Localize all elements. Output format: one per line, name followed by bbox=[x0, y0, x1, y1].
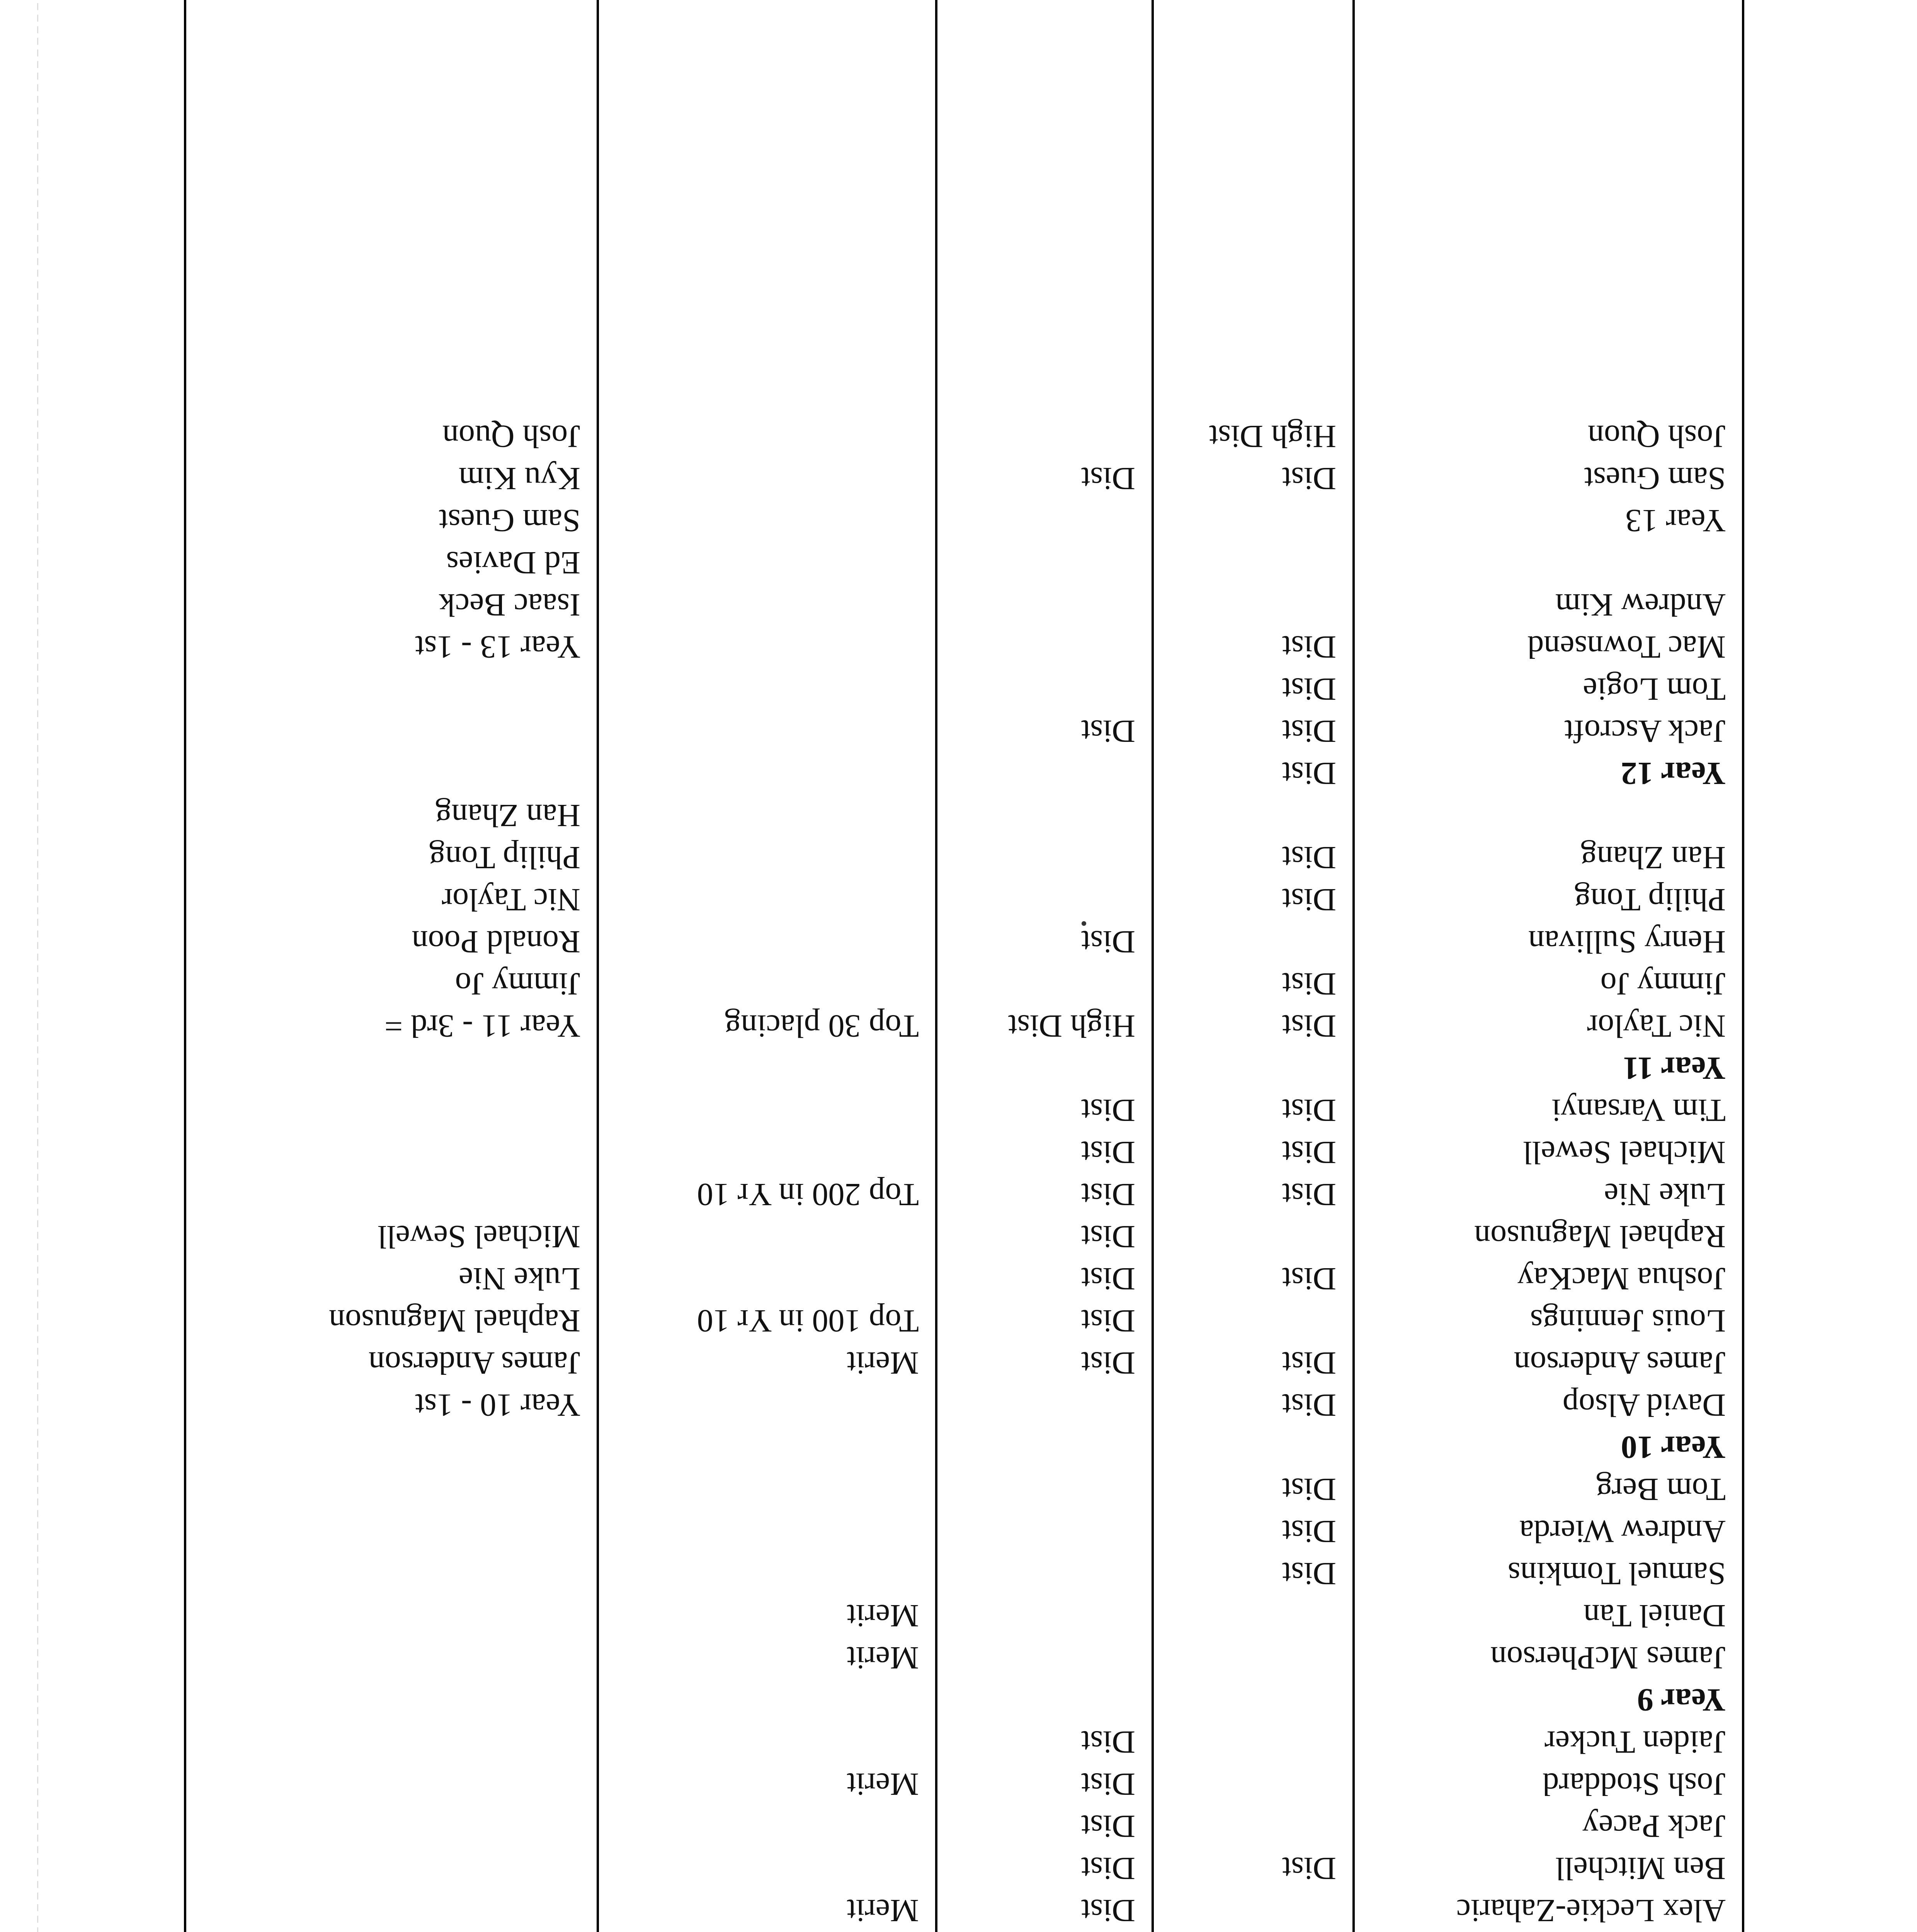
table-row bbox=[185, 1721, 1743, 1763]
o-mathalon-cell bbox=[185, 1721, 598, 1763]
australian-maths-cell: Dist bbox=[1153, 1847, 1354, 1889]
o-mathalon-cell: Year 11 - 3rd = bbox=[185, 1005, 598, 1047]
australian-maths-cell: Dist bbox=[1153, 1089, 1354, 1131]
icas-cell bbox=[936, 879, 1153, 921]
australian-maths-cell bbox=[1153, 542, 1354, 584]
table-row bbox=[185, 1384, 1743, 1426]
o-mathalon-cell bbox=[185, 1131, 598, 1173]
o-mathalon-cell bbox=[185, 1595, 598, 1637]
junior-maths-cell bbox=[598, 1131, 936, 1173]
icas-cell bbox=[936, 584, 1153, 626]
student-name-cell: Andrew Wierda bbox=[1354, 1510, 1743, 1553]
student-name-cell: Mac Townsend bbox=[1354, 626, 1743, 668]
student-name-cell: Andrew Kim bbox=[1354, 584, 1743, 626]
icas-cell bbox=[936, 668, 1153, 710]
table-row bbox=[185, 1089, 1743, 1131]
australian-maths-cell bbox=[1153, 794, 1354, 837]
australian-maths-cell: Dist bbox=[1153, 752, 1354, 794]
australian-maths-cell bbox=[1153, 1300, 1354, 1342]
table-row bbox=[185, 0, 1743, 415]
junior-maths-cell bbox=[598, 0, 936, 415]
junior-maths-cell bbox=[598, 921, 936, 963]
student-name-cell: Tom Logie bbox=[1354, 668, 1743, 710]
icas-cell bbox=[936, 1384, 1153, 1426]
australian-maths-cell bbox=[1153, 1763, 1354, 1805]
australian-maths-cell: Dist bbox=[1153, 1005, 1354, 1047]
o-mathalon-cell bbox=[185, 710, 598, 752]
student-name-cell: Raphael Magnuson bbox=[1354, 1216, 1743, 1258]
o-mathalon-cell: Ronald Poon bbox=[185, 921, 598, 963]
o-mathalon-cell bbox=[185, 1763, 598, 1805]
student-name-cell: Louis Jennings bbox=[1354, 1300, 1743, 1342]
student-name-cell: Year 11 bbox=[1354, 1047, 1743, 1089]
icas-cell bbox=[936, 1595, 1153, 1637]
icas-cell: Dist bbox=[936, 1847, 1153, 1889]
table-row bbox=[185, 921, 1743, 963]
o-mathalon-cell: Philip Tong bbox=[185, 837, 598, 879]
icas-cell: Dist bbox=[936, 1216, 1153, 1258]
o-mathalon-cell bbox=[185, 1089, 598, 1131]
junior-maths-cell bbox=[598, 1721, 936, 1763]
icas-cell: Dist bbox=[936, 457, 1153, 500]
student-name-cell: Han Zhang bbox=[1354, 837, 1743, 879]
junior-maths-cell bbox=[598, 710, 936, 752]
student-name-cell: Jaiden Tucker bbox=[1354, 1721, 1743, 1763]
o-mathalon-cell: Raphael Magnuson bbox=[185, 1300, 598, 1342]
junior-maths-cell bbox=[598, 668, 936, 710]
junior-maths-cell: Merit bbox=[598, 1342, 936, 1384]
o-mathalon-cell: Han Zhang bbox=[185, 794, 598, 837]
table-row bbox=[185, 837, 1743, 879]
australian-maths-cell bbox=[1153, 1216, 1354, 1258]
junior-maths-cell bbox=[598, 542, 936, 584]
junior-maths-cell bbox=[598, 837, 936, 879]
australian-maths-cell: Dist bbox=[1153, 1258, 1354, 1300]
student-name-cell: Michael Sewell bbox=[1354, 1131, 1743, 1173]
junior-maths-cell bbox=[598, 752, 936, 794]
australian-maths-cell bbox=[1153, 1595, 1354, 1637]
junior-maths-cell bbox=[598, 794, 936, 837]
icas-cell: Dist bbox=[936, 1131, 1153, 1173]
table-row bbox=[185, 963, 1743, 1005]
junior-maths-cell bbox=[598, 1258, 936, 1300]
o-mathalon-cell bbox=[185, 1847, 598, 1889]
junior-maths-cell bbox=[598, 1805, 936, 1847]
junior-maths-cell bbox=[598, 963, 936, 1005]
junior-maths-cell bbox=[598, 626, 936, 668]
student-name-cell: Philip Tong bbox=[1354, 879, 1743, 921]
australian-maths-cell: Dist bbox=[1153, 1553, 1354, 1595]
table-row bbox=[185, 710, 1743, 752]
table-row bbox=[185, 1553, 1743, 1595]
student-name-cell: Joshua MacKay bbox=[1354, 1258, 1743, 1300]
australian-maths-cell: Dist bbox=[1153, 1342, 1354, 1384]
student-name-cell: Tim Varsanyi bbox=[1354, 1089, 1743, 1131]
junior-maths-cell bbox=[598, 1384, 936, 1426]
icas-cell bbox=[936, 963, 1153, 1005]
table-row bbox=[185, 1005, 1743, 1047]
student-name-cell: Samuel Tomkins bbox=[1354, 1553, 1743, 1595]
australian-maths-cell: Dist bbox=[1153, 879, 1354, 921]
junior-maths-cell: Merit bbox=[598, 1763, 936, 1805]
icas-cell bbox=[936, 1553, 1153, 1595]
table-row bbox=[185, 1173, 1743, 1216]
o-mathalon-cell bbox=[185, 752, 598, 794]
student-name-cell: Henry Sullivan bbox=[1354, 921, 1743, 963]
australian-maths-cell: Dist bbox=[1153, 837, 1354, 879]
o-mathalon-cell bbox=[185, 668, 598, 710]
junior-maths-cell bbox=[598, 1679, 936, 1721]
junior-maths-cell bbox=[598, 1510, 936, 1553]
icas-cell bbox=[936, 794, 1153, 837]
icas-cell: Dist bbox=[936, 1300, 1153, 1342]
junior-maths-cell: Merit bbox=[598, 1637, 936, 1679]
australian-maths-cell: Dist bbox=[1153, 710, 1354, 752]
table-row bbox=[185, 1342, 1743, 1384]
junior-maths-cell bbox=[598, 1468, 936, 1510]
junior-maths-cell bbox=[598, 457, 936, 500]
o-mathalon-cell bbox=[185, 1805, 598, 1847]
icas-cell bbox=[936, 752, 1153, 794]
junior-maths-cell bbox=[598, 879, 936, 921]
student-name-cell bbox=[1354, 794, 1743, 837]
student-name-cell: Year 9 bbox=[1354, 1679, 1743, 1721]
icas-cell: Dist bbox=[936, 921, 1153, 963]
o-mathalon-cell: Ed Davies bbox=[185, 542, 598, 584]
table-row bbox=[185, 1131, 1743, 1173]
o-mathalon-cell: Year 10 - 1st bbox=[185, 1384, 598, 1426]
student-name-cell: Year 13 bbox=[1354, 500, 1743, 542]
table-row bbox=[185, 1468, 1743, 1510]
o-mathalon-cell: James Anderson bbox=[185, 1342, 598, 1384]
table-row bbox=[185, 879, 1743, 921]
o-mathalon-cell: Sam Guest bbox=[185, 500, 598, 542]
o-mathalon-cell: Kyu Kim bbox=[185, 457, 598, 500]
table-row bbox=[185, 626, 1743, 668]
table-row bbox=[185, 457, 1743, 500]
australian-maths-cell bbox=[1153, 1679, 1354, 1721]
australian-maths-cell bbox=[1153, 1805, 1354, 1847]
o-mathalon-cell: Year 13 - 1st bbox=[185, 626, 598, 668]
table-row bbox=[185, 415, 1743, 457]
student-name-cell: Luke Nie bbox=[1354, 1173, 1743, 1216]
junior-maths-cell: Top 200 in Yr 10 bbox=[598, 1173, 936, 1216]
student-name-cell bbox=[1354, 0, 1743, 415]
australian-maths-cell bbox=[1153, 1637, 1354, 1679]
o-mathalon-cell bbox=[185, 1173, 598, 1216]
table-row bbox=[185, 1426, 1743, 1468]
student-name-cell: Jack Ascroft bbox=[1354, 710, 1743, 752]
icas-cell: Dist bbox=[936, 1763, 1153, 1805]
icas-cell bbox=[936, 1426, 1153, 1468]
icas-cell bbox=[936, 1047, 1153, 1089]
junior-maths-cell bbox=[598, 1047, 936, 1089]
junior-maths-cell bbox=[598, 584, 936, 626]
australian-maths-cell bbox=[1153, 1426, 1354, 1468]
table-row bbox=[185, 794, 1743, 837]
icas-cell: Dist bbox=[936, 1089, 1153, 1131]
junior-maths-cell: Merit bbox=[598, 1595, 936, 1637]
icas-cell: Dist bbox=[936, 1173, 1153, 1216]
o-mathalon-cell bbox=[185, 1426, 598, 1468]
australian-maths-cell bbox=[1153, 1721, 1354, 1763]
student-name-cell: Daniel Tan bbox=[1354, 1595, 1743, 1637]
table-row bbox=[185, 752, 1743, 794]
junior-maths-cell bbox=[598, 415, 936, 457]
icas-cell bbox=[936, 500, 1153, 542]
australian-maths-cell: Dist bbox=[1153, 668, 1354, 710]
australian-maths-cell: Dist bbox=[1153, 1468, 1354, 1510]
icas-cell: Dist bbox=[936, 1721, 1153, 1763]
icas-cell: Dist bbox=[936, 1805, 1153, 1847]
o-mathalon-cell bbox=[185, 1553, 598, 1595]
table-row bbox=[185, 1258, 1743, 1300]
results-table bbox=[184, 0, 1744, 1932]
o-mathalon-cell: Isaac Beck bbox=[185, 584, 598, 626]
australian-maths-cell: Dist bbox=[1153, 1510, 1354, 1553]
icas-cell: High Dist bbox=[936, 1005, 1153, 1047]
table-row bbox=[185, 1300, 1743, 1342]
australian-maths-cell bbox=[1153, 1889, 1354, 1932]
table-row bbox=[185, 1510, 1743, 1553]
icas-cell bbox=[936, 626, 1153, 668]
o-mathalon-cell bbox=[185, 1889, 598, 1932]
icas-cell: Dist bbox=[936, 1258, 1153, 1300]
australian-maths-cell bbox=[1153, 921, 1354, 963]
table-row bbox=[185, 1595, 1743, 1637]
junior-maths-cell bbox=[598, 1847, 936, 1889]
o-mathalon-cell bbox=[185, 1679, 598, 1721]
scan-artifact-line bbox=[37, 0, 38, 1932]
junior-maths-cell: Merit bbox=[598, 1889, 936, 1932]
junior-maths-cell bbox=[598, 1553, 936, 1595]
icas-cell bbox=[936, 1679, 1153, 1721]
table-row bbox=[185, 668, 1743, 710]
table-row bbox=[185, 542, 1743, 584]
junior-maths-cell bbox=[598, 1216, 936, 1258]
australian-maths-cell: Dist bbox=[1153, 1131, 1354, 1173]
junior-maths-cell bbox=[598, 500, 936, 542]
table-row bbox=[185, 1847, 1743, 1889]
student-name-cell bbox=[1354, 542, 1743, 584]
junior-maths-cell: Top 30 placing bbox=[598, 1005, 936, 1047]
o-mathalon-cell bbox=[185, 1510, 598, 1553]
table-row bbox=[185, 1637, 1743, 1679]
o-mathalon-cell: Nic Taylor bbox=[185, 879, 598, 921]
table-row bbox=[185, 1763, 1743, 1805]
table-row bbox=[185, 500, 1743, 542]
o-mathalon-cell bbox=[185, 1468, 598, 1510]
student-name-cell: James Anderson bbox=[1354, 1342, 1743, 1384]
icas-cell: Dist bbox=[936, 710, 1153, 752]
icas-cell bbox=[936, 837, 1153, 879]
table-body bbox=[185, 0, 1743, 1932]
icas-cell bbox=[936, 542, 1153, 584]
australian-maths-cell: Dist bbox=[1153, 1384, 1354, 1426]
australian-maths-cell: Dist bbox=[1153, 626, 1354, 668]
junior-maths-cell: Top 100 in Yr 10 bbox=[598, 1300, 936, 1342]
student-name-cell: Josh Quon bbox=[1354, 415, 1743, 457]
icas-cell: Dist bbox=[936, 1889, 1153, 1932]
o-mathalon-cell bbox=[185, 0, 598, 415]
junior-maths-cell bbox=[598, 1089, 936, 1131]
table-row bbox=[185, 1216, 1743, 1258]
icas-cell bbox=[936, 415, 1153, 457]
student-name-cell: Alex Leckie-Zaharic bbox=[1354, 1889, 1743, 1932]
icas-cell: Dist bbox=[936, 1342, 1153, 1384]
student-name-cell: Jack Pacey bbox=[1354, 1805, 1743, 1847]
o-mathalon-cell bbox=[185, 1637, 598, 1679]
student-name-cell: Year 10 bbox=[1354, 1426, 1743, 1468]
table-row bbox=[185, 1679, 1743, 1721]
icas-cell bbox=[936, 1468, 1153, 1510]
student-name-cell: Year 12 bbox=[1354, 752, 1743, 794]
icas-cell bbox=[936, 1510, 1153, 1553]
junior-maths-cell bbox=[598, 1426, 936, 1468]
australian-maths-cell: Dist bbox=[1153, 457, 1354, 500]
o-mathalon-cell: Michael Sewell bbox=[185, 1216, 598, 1258]
student-name-cell: Tom Berg bbox=[1354, 1468, 1743, 1510]
icas-cell bbox=[936, 0, 1153, 415]
australian-maths-cell: Dist bbox=[1153, 1173, 1354, 1216]
table-row bbox=[185, 1889, 1743, 1932]
o-mathalon-cell bbox=[185, 1047, 598, 1089]
student-name-cell: Ben Mitchell bbox=[1354, 1847, 1743, 1889]
icas-cell bbox=[936, 1637, 1153, 1679]
australian-maths-cell: Dist bbox=[1153, 963, 1354, 1005]
o-mathalon-cell: Jimmy Jo bbox=[185, 963, 598, 1005]
australian-maths-cell bbox=[1153, 1047, 1354, 1089]
o-mathalon-cell: Luke Nie bbox=[185, 1258, 598, 1300]
table-row bbox=[185, 584, 1743, 626]
student-name-cell: Sam Guest bbox=[1354, 457, 1743, 500]
australian-maths-cell: High Dist bbox=[1153, 415, 1354, 457]
student-name-cell: David Alsop bbox=[1354, 1384, 1743, 1426]
student-name-cell: Josh Stoddard bbox=[1354, 1763, 1743, 1805]
student-name-cell: James McPherson bbox=[1354, 1637, 1743, 1679]
o-mathalon-cell: Josh Quon bbox=[185, 415, 598, 457]
table-row bbox=[185, 1805, 1743, 1847]
table-row bbox=[185, 1047, 1743, 1089]
australian-maths-cell bbox=[1153, 500, 1354, 542]
student-name-cell: Nic Taylor bbox=[1354, 1005, 1743, 1047]
australian-maths-cell bbox=[1153, 584, 1354, 626]
student-name-cell: Jimmy Jo bbox=[1354, 963, 1743, 1005]
australian-maths-cell bbox=[1153, 0, 1354, 415]
